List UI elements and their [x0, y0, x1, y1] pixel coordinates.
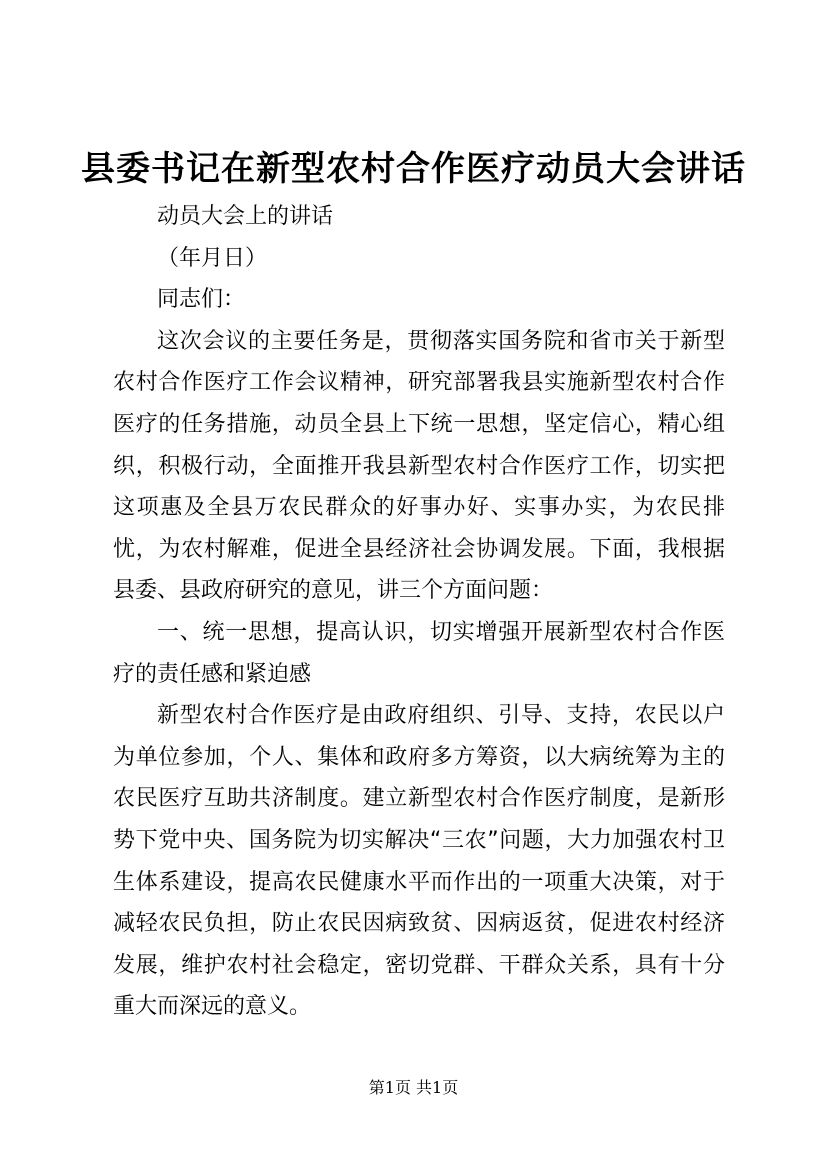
section-heading-1: 一、统一思想，提高认识，切实增强开展新型农村合作医疗的责任感和紧迫感: [113, 619, 725, 687]
speech-subtitle: 动员大会上的讲话: [157, 204, 334, 229]
page-number: 第1页 共1页: [368, 1078, 459, 1097]
speech-date: （年月日）: [157, 245, 268, 271]
salutation: 同志们：: [157, 287, 246, 313]
document-body: [113, 196, 725, 1028]
intro-paragraph: 这次会议的主要任务是，贯彻落实国务院和省市关于新型农村合作医疗工作会议精神，研究部署我县实施新型农村合作医疗的任务措施，动员全县上下统一思想，坚定信心，精心组织，积极行动，全面推开我县新型农村合作医疗工作，切实把这项惠及全县万农民群众的好事办好、实事办实，为农民排忧，为农村解难，促进全县经济社会协调发展。下面，我根据县委、县政府研究的意见，讲三个方面问题：: [113, 328, 725, 604]
document-title: 县委书记在新型农村合作医疗动员大会讲话: [81, 149, 746, 189]
section-paragraph-1: 新型农村合作医疗是由政府组织、引导、支持，农民以户为单位参加，个人、集体和政府多方筹资，以大病统筹为主的农民医疗互助共济制度。建立新型农村合作医疗制度，是新形势下党中央、国务院为切实解决“三农”问题，大力加强农村卫生体系建设，提高农民健康水平而作出的一项重大决策，对于减轻农民负担，防止农民因病致贫、因病返贫，促进农村经济发展，维护农村社会稳定，密切党群、干群众关系，具有十分重大而深远的意义。: [113, 703, 725, 1020]
